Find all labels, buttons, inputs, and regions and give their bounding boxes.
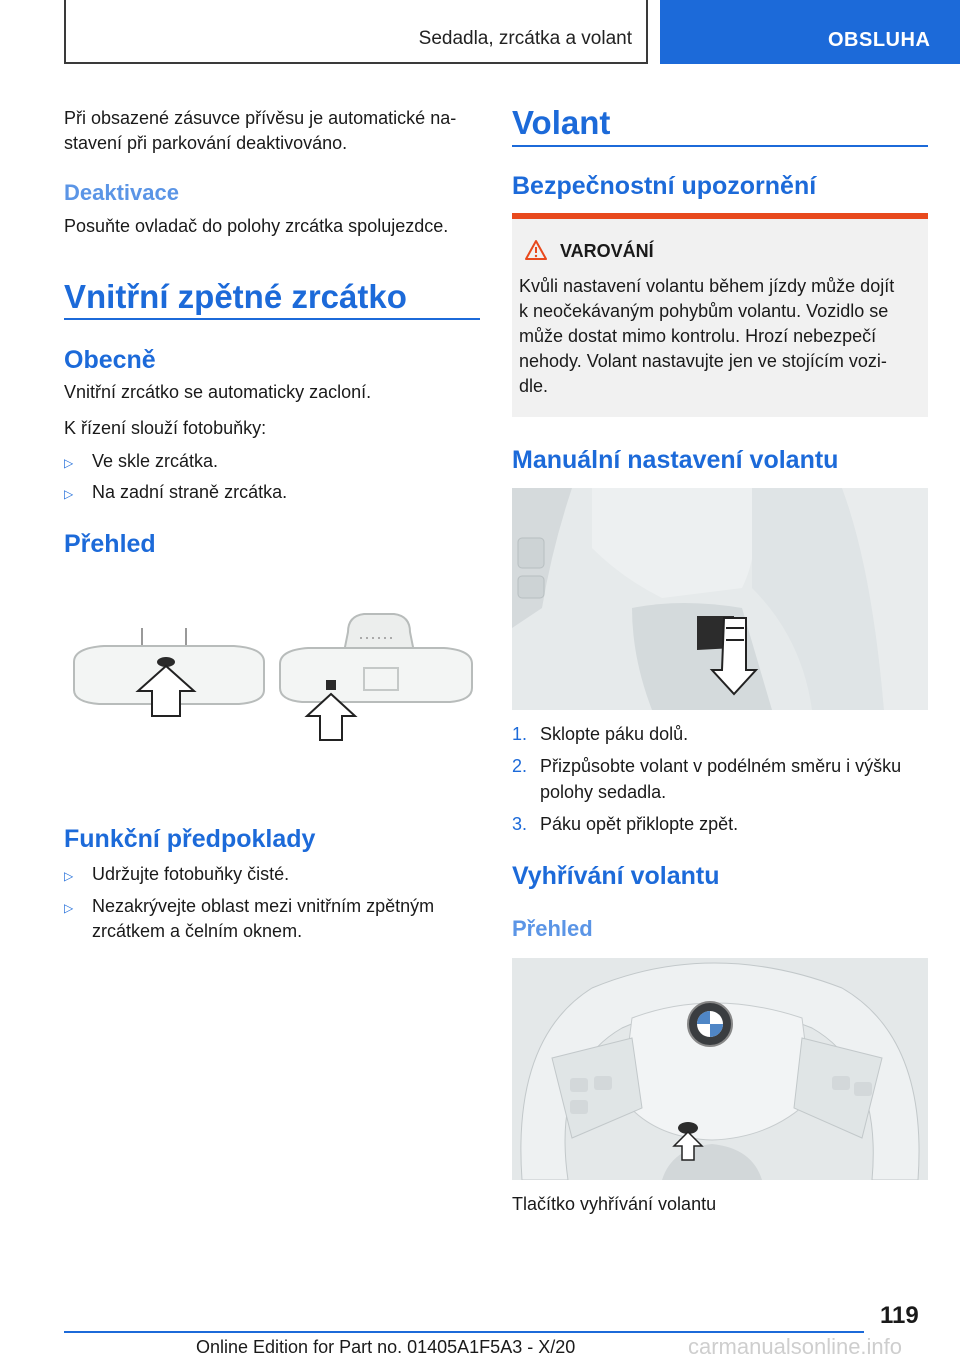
- header-section-box: [64, 0, 648, 64]
- mirror-illustration: [64, 590, 480, 790]
- steering-wheel-illustration: [512, 958, 928, 1180]
- page-number: 119: [880, 1302, 919, 1329]
- bullet-triangle-icon: ▷: [64, 487, 74, 501]
- heating-overview-heading: Přehled: [512, 916, 593, 941]
- general-text-1: Vnitřní zrcátko se automaticky zacloní.: [64, 382, 372, 402]
- step-item-continuation: polohy sedadla.: [540, 782, 667, 802]
- deactivation-heading: Deaktivace: [64, 180, 179, 205]
- step-item: 1. Sklopte páku dolů.: [512, 724, 689, 744]
- step-item: 2. Přizpůsobte volant v podélném směru i výšku: [512, 756, 902, 776]
- bullet-triangle-icon: ▷: [64, 456, 74, 470]
- warning-line: k neočekávaným pohybům volantu. Vozidlo se: [519, 301, 889, 321]
- list-item: ▷ Na zadní straně zrcátka.: [64, 480, 287, 507]
- wheel-heading-rule: [512, 145, 928, 147]
- list-item: ▷ Ve skle zrcátka.: [64, 449, 218, 476]
- header-section-title: Sedadla, zrcátka a volant: [418, 28, 632, 49]
- warning-line: může dostat mimo kontrolu. Hrozí nebezpečí: [519, 326, 877, 346]
- header-chapter-tab: [660, 0, 960, 64]
- deactivation-text: Posuňte ovladač do polohy zrcátka spolujezdce.: [64, 216, 449, 236]
- warning-icon: [524, 239, 548, 261]
- mirror-front-figure: [74, 628, 264, 716]
- general-heading: Obecně: [64, 346, 156, 374]
- manual-heading: Manuální nastavení volantu: [512, 446, 839, 474]
- mirror-heading: Vnitřní zpětné zrcátko: [64, 278, 407, 315]
- warning-line: Kvůli nastavení volantu během jízdy může dojít: [519, 276, 895, 296]
- bullet-triangle-icon: ▷: [64, 869, 74, 883]
- intro-line-1: Při obsazené zásuvce přívěsu je automatické na-: [64, 108, 457, 128]
- footer-rule: [64, 1331, 864, 1333]
- header-chapter-title: OBSLUHA: [828, 29, 931, 51]
- list-item-continuation: zrcátkem a čelním oknem.: [92, 921, 303, 941]
- warning-box: [512, 219, 928, 417]
- mirror-back-figure: [280, 614, 472, 740]
- step-item: 3. Páku opět přiklopte zpět.: [512, 814, 739, 834]
- watermark: carmanualsonline.info: [688, 1334, 903, 1359]
- bullet-triangle-icon: ▷: [64, 901, 74, 915]
- list-item: ▷ Udržujte fotobuňky čisté.: [64, 862, 289, 889]
- intro-line-2: stavení při parkování deaktivováno.: [64, 133, 348, 153]
- heating-caption: Tlačítko vyhřívání volantu: [512, 1194, 717, 1214]
- general-text-2: K řízení slouží fotobuňky:: [64, 418, 267, 438]
- warning-line: nehody. Volant nastavujte jen ve stojícím vozi-: [519, 351, 887, 371]
- overview-heading: Přehled: [64, 530, 156, 558]
- warning-line: dle.: [519, 376, 549, 396]
- heating-heading: Vyhřívání volantu: [512, 862, 720, 890]
- safety-heading: Bezpečnostní upozornění: [512, 172, 817, 200]
- mirror-heading-rule: [64, 318, 480, 320]
- requirements-heading: Funkční předpoklady: [64, 825, 316, 853]
- warning-title: VAROVÁNÍ: [560, 241, 654, 261]
- wheel-heading: Volant: [512, 104, 611, 141]
- steering-lever-illustration: [512, 488, 928, 710]
- footer-edition: Online Edition for Part no. 01405A1F5A3 - X/20: [196, 1337, 576, 1357]
- list-item: ▷ Nezakrývejte oblast mezi vnitřním zpětným: [64, 894, 434, 921]
